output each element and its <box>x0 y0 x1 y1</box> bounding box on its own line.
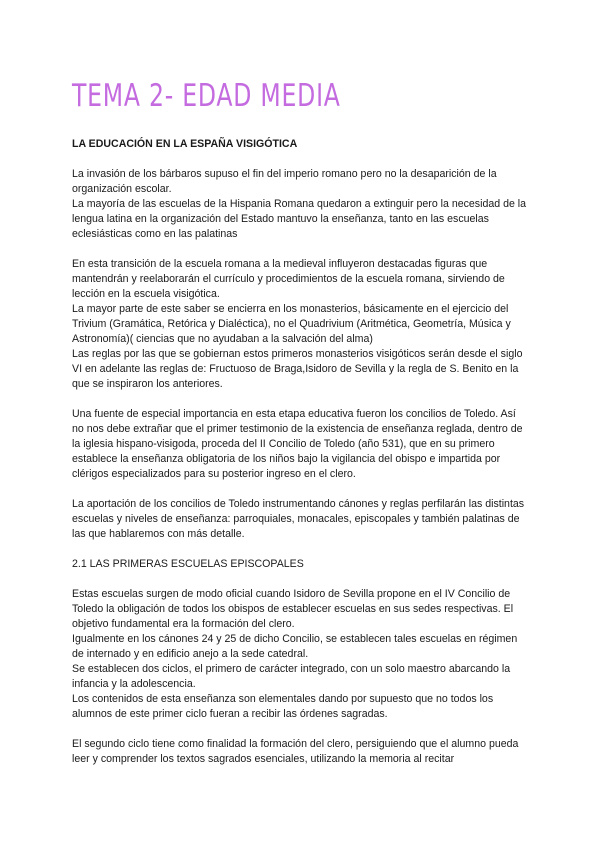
paragraph <box>72 497 530 542</box>
paragraph <box>72 587 530 722</box>
paragraph-line: La mayor parte de este saber se encierra en los monasterios, básicamente en el ejercicio del Trivium (Gramática, Retórica y Dialéctica), no el Quadrivium (Aritmética, Geometría, Música y Astronomía)( ciencias que no ayudaban a la salvación del alma) <box>72 303 511 345</box>
subsection-heading: 2.1 LAS PRIMERAS ESCUELAS EPISCOPALES <box>72 558 304 570</box>
paragraph-line: En esta transición de la escuela romana a la medieval influyeron destacadas figuras que mantendrán y reelaborarán el currículo y procedimientos de la escuela romana, sirviendo de lección en la escuela visigótica. <box>72 258 505 300</box>
document-body <box>72 137 530 782</box>
paragraph-line: Igualmente en los cánones 24 y 25 de dicho Concilio, se establecen tales escuelas en régimen de internado y en edificio anejo a la sede catedral. <box>72 633 518 660</box>
paragraph-line: Las reglas por las que se gobiernan estos primeros monasterios visigóticos serán desde el siglo VI en adelante las reglas de: Fructuoso de Braga,Isidoro de Sevilla y la regla de S. Benito en la que se inspiraron los anteriores. <box>72 348 523 390</box>
paragraph-line: La aportación de los concilios de Toledo instrumentando cánones y reglas perfilarán las distintas escuelas y niveles de enseñanza: parroquiales, monacales, episcopales y también palatinas de las que hablaremos con más detalle. <box>72 498 525 540</box>
paragraph-line: Una fuente de especial importancia en esta etapa educativa fueron los concilios de Toledo. Así no nos debe extrañar que el primer testimonio de la existencia de enseñanza reglada, dentro de la iglesia hispano-visigoda, proceda del II Concilio de Toledo (año 531), que en su primero establece la enseñanza obligatoria de los niños bajo la vigilancia del obispo e impartida por clérigos especializados para su posterior ingreso en el clero. <box>72 408 523 480</box>
page-title: TEMA 2- EDAD MEDIA <box>72 78 341 114</box>
paragraph-line: La mayoría de las escuelas de la Hispania Romana quedaron a extinguir pero la necesidad de la lengua latina en la organización del Estado mantuvo la enseñanza, tanto en las escuelas eclesiásticas como en las palatinas <box>72 198 527 240</box>
paragraph-line: La invasión de los bárbaros supuso el fin del imperio romano pero no la desaparición de la organización escolar. <box>72 168 497 195</box>
paragraph <box>72 257 530 392</box>
paragraph-line: Los contenidos de esta enseñanza son elementales dando por supuesto que no todos los alumnos de este primer ciclo fueran a recibir las órdenes sagradas. <box>72 693 494 720</box>
paragraph-line: Se establecen dos ciclos, el primero de carácter integrado, con un solo maestro abarcando la infancia y la adolescencia. <box>72 663 511 690</box>
paragraph <box>72 407 530 482</box>
paragraph-line: Estas escuelas surgen de modo oficial cuando Isidoro de Sevilla propone en el IV Concilio de Toledo la obligación de todos los obispos de establecer escuelas en sus sedes respectivas. El objetivo fundamental era la formación del clero. <box>72 588 514 630</box>
section-heading: LA EDUCACIÓN EN LA ESPAÑA VISIGÓTICA <box>72 138 298 150</box>
paragraph-line: El segundo ciclo tiene como finalidad la formación del clero, persiguiendo que el alumno pueda leer y comprender los textos sagrados esenciales, utilizando la memoria al recitar <box>72 738 519 765</box>
paragraph <box>72 167 530 242</box>
paragraph <box>72 737 530 767</box>
